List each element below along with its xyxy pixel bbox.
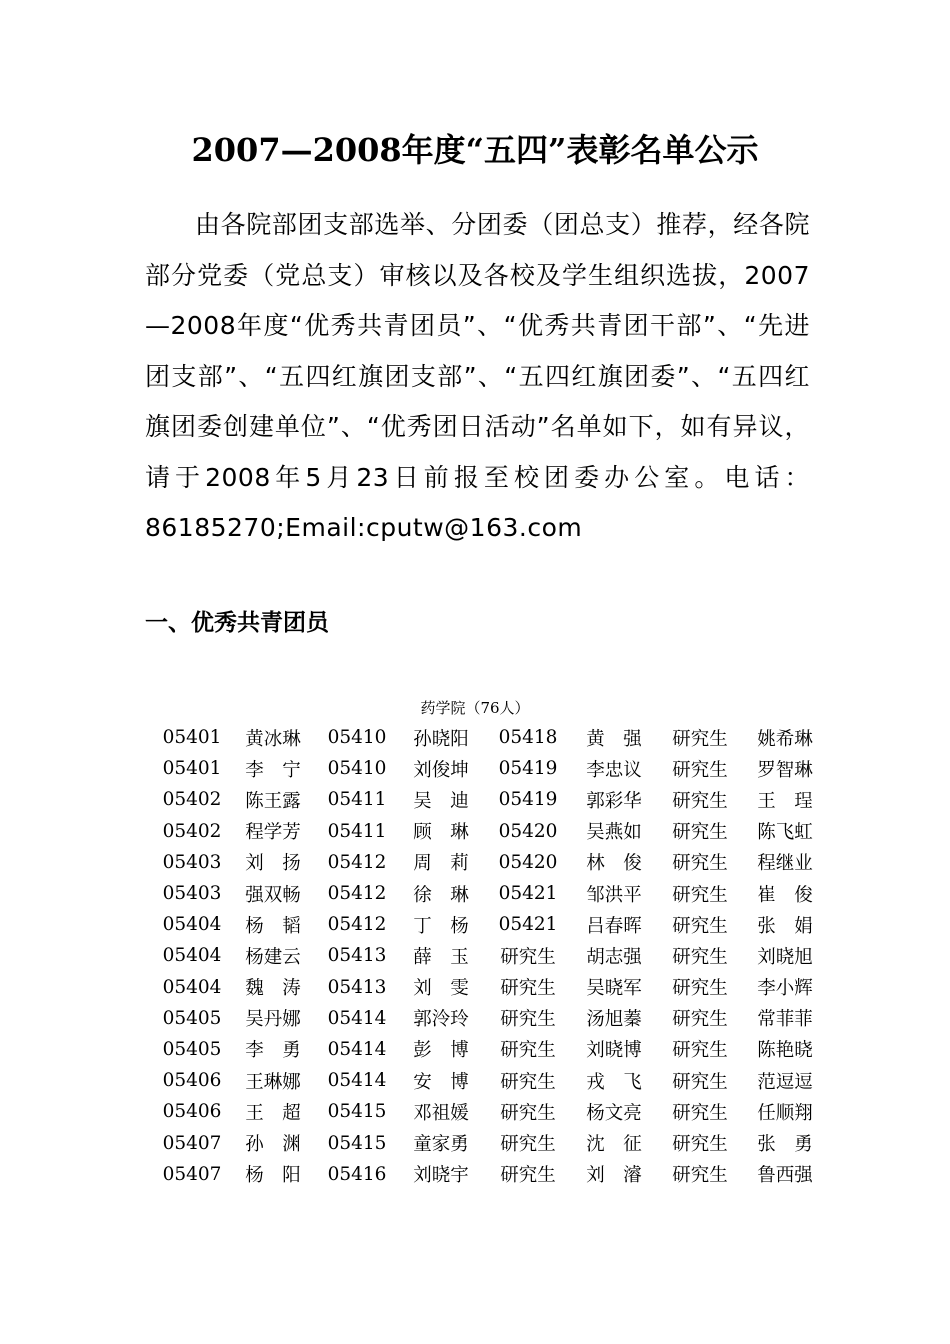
intro-paragraph: 由各院部团支部选举、分团委（团总支）推荐，经各院部分党委（党总支）审核以及各校及学生组织选拔，2007—2008年度“优秀共青团员”、“优秀共青团干部”、“先进团支部”、“五四红旗团支部”、“五四红旗团委”、“五四红旗团委创建单位”、“优秀团日活动”名单如下，如有异议，请于2008年5月23日前报至校团委办公室。电话：86185270;Email:cputw@163.com <box>145 210 810 542</box>
student-name-cell: 丁 杨 <box>413 915 469 937</box>
student-name-cell: 郭彩华 <box>586 790 642 812</box>
student-name-cell: 王 珵 <box>757 790 813 812</box>
class-code-cell: 05402 <box>162 820 222 842</box>
class-code-cell: 05414 <box>327 1070 387 1092</box>
student-name-cell: 吕春晖 <box>586 915 642 937</box>
student-name-cell: 强双畅 <box>245 884 301 906</box>
class-code-cell: 05412 <box>327 883 387 905</box>
student-name-cell: 沈 征 <box>586 1134 642 1156</box>
student-name-cell: 徐 琳 <box>413 884 469 906</box>
class-code-cell: 研究生 <box>672 946 728 968</box>
class-code-cell: 05418 <box>498 727 558 749</box>
student-name-cell: 罗智琳 <box>757 759 813 781</box>
student-name-cell: 吴 迪 <box>413 790 469 812</box>
student-name-cell: 崔 俊 <box>757 884 813 906</box>
class-code-cell: 研究生 <box>500 946 556 968</box>
student-name-cell: 鲁西强 <box>757 1165 813 1187</box>
class-code-cell: 05404 <box>162 914 222 936</box>
student-name-cell: 孙 渊 <box>245 1134 301 1156</box>
class-code-cell: 研究生 <box>500 978 556 1000</box>
student-name-cell: 彭 博 <box>413 1040 469 1062</box>
table-row <box>155 847 827 878</box>
class-code-cell: 05419 <box>498 758 558 780</box>
class-code-cell: 05413 <box>327 945 387 967</box>
student-name-cell: 郭泠玲 <box>413 1009 469 1031</box>
student-name-cell: 姚希琳 <box>757 728 813 750</box>
class-code-cell: 研究生 <box>672 978 728 1000</box>
student-name-cell: 刘晓博 <box>586 1040 642 1062</box>
student-name-cell: 魏 涛 <box>245 978 301 1000</box>
class-code-cell: 研究生 <box>672 822 728 844</box>
table-row <box>155 784 827 815</box>
student-name-cell: 李 宁 <box>245 759 301 781</box>
class-code-cell: 05404 <box>162 976 222 998</box>
student-name-cell: 杨 韬 <box>245 915 301 937</box>
student-name-cell: 李 勇 <box>245 1040 301 1062</box>
class-code-cell: 05414 <box>327 1007 387 1029</box>
student-name-cell: 邓祖媛 <box>413 1102 469 1124</box>
class-code-cell: 05407 <box>162 1132 222 1154</box>
class-code-cell: 研究生 <box>500 1009 556 1031</box>
class-code-cell: 研究生 <box>672 1009 728 1031</box>
class-code-cell: 研究生 <box>672 884 728 906</box>
student-name-cell: 胡志强 <box>586 946 642 968</box>
table-row <box>155 878 827 909</box>
student-name-cell: 戎 飞 <box>586 1071 642 1093</box>
student-name-cell: 薛 玉 <box>413 946 469 968</box>
student-name-cell: 程学芳 <box>245 822 301 844</box>
student-name-cell: 刘俊坤 <box>413 759 469 781</box>
class-code-cell: 研究生 <box>672 1165 728 1187</box>
class-code-cell: 05402 <box>162 789 222 811</box>
class-code-cell: 05415 <box>327 1132 387 1154</box>
student-name-cell: 陈飞虹 <box>757 822 813 844</box>
student-name-cell: 杨文亮 <box>586 1102 642 1124</box>
student-name-cell: 吴燕如 <box>586 822 642 844</box>
class-code-cell: 研究生 <box>672 1102 728 1124</box>
student-name-cell: 童家勇 <box>413 1134 469 1156</box>
class-code-cell: 05404 <box>162 945 222 967</box>
student-name-cell: 吴丹娜 <box>245 1009 301 1031</box>
student-name-cell: 安 博 <box>413 1071 469 1093</box>
student-name-cell: 李忠议 <box>586 759 642 781</box>
table-row <box>155 1096 827 1127</box>
table-row <box>155 1159 827 1190</box>
student-name-cell: 刘晓宇 <box>413 1165 469 1187</box>
student-name-cell: 陈王露 <box>245 790 301 812</box>
class-code-cell: 研究生 <box>672 915 728 937</box>
class-code-cell: 研究生 <box>500 1165 556 1187</box>
class-code-cell: 05401 <box>162 758 222 780</box>
class-code-cell: 研究生 <box>672 759 728 781</box>
class-code-cell: 研究生 <box>672 1134 728 1156</box>
student-name-cell: 孙晓阳 <box>413 728 469 750</box>
student-name-cell: 刘 扬 <box>245 853 301 875</box>
table-row <box>155 1065 827 1096</box>
class-code-cell: 05403 <box>162 883 222 905</box>
student-name-cell: 刘 濬 <box>586 1165 642 1187</box>
table-row <box>155 1034 827 1065</box>
student-name-cell: 刘晓旭 <box>757 946 813 968</box>
class-code-cell: 05403 <box>162 851 222 873</box>
class-code-cell: 05406 <box>162 1070 222 1092</box>
page-title: 2007—2008年度“五四”表彰名单公示 <box>191 131 759 169</box>
class-code-cell: 05412 <box>327 851 387 873</box>
student-name-cell: 陈艳晓 <box>757 1040 813 1062</box>
class-code-cell: 05413 <box>327 976 387 998</box>
class-code-cell: 05419 <box>498 789 558 811</box>
class-code-cell: 研究生 <box>672 790 728 812</box>
class-code-cell: 研究生 <box>672 1040 728 1062</box>
student-name-cell: 常菲菲 <box>757 1009 813 1031</box>
roster-body <box>155 722 827 1190</box>
class-code-cell: 05405 <box>162 1007 222 1029</box>
class-code-cell: 研究生 <box>672 1071 728 1093</box>
class-code-cell: 研究生 <box>672 728 728 750</box>
class-code-cell: 05410 <box>327 727 387 749</box>
student-name-cell: 杨 阳 <box>245 1165 301 1187</box>
honor-roster-table <box>155 722 827 1190</box>
table-caption: 药学院（76人） <box>420 699 530 717</box>
table-row <box>155 1003 827 1034</box>
student-name-cell: 顾 琳 <box>413 822 469 844</box>
class-code-cell: 05420 <box>498 851 558 873</box>
class-code-cell: 05421 <box>498 883 558 905</box>
class-code-cell: 05410 <box>327 758 387 780</box>
table-row <box>155 753 827 784</box>
student-name-cell: 林 俊 <box>586 853 642 875</box>
section-heading: 一、优秀共青团员 <box>145 610 329 636</box>
class-code-cell: 研究生 <box>500 1134 556 1156</box>
class-code-cell: 05412 <box>327 914 387 936</box>
student-name-cell: 范逗逗 <box>757 1071 813 1093</box>
table-row <box>155 816 827 847</box>
class-code-cell: 05414 <box>327 1038 387 1060</box>
class-code-cell: 研究生 <box>500 1040 556 1062</box>
student-name-cell: 黄冰琳 <box>245 728 301 750</box>
class-code-cell: 05420 <box>498 820 558 842</box>
table-row <box>155 722 827 753</box>
student-name-cell: 周 莉 <box>413 853 469 875</box>
table-row <box>155 1127 827 1158</box>
class-code-cell: 05415 <box>327 1101 387 1123</box>
class-code-cell: 研究生 <box>500 1102 556 1124</box>
student-name-cell: 吴晓军 <box>586 978 642 1000</box>
class-code-cell: 研究生 <box>500 1071 556 1093</box>
student-name-cell: 汤旭蓁 <box>586 1009 642 1031</box>
class-code-cell: 05406 <box>162 1101 222 1123</box>
student-name-cell: 张 娟 <box>757 915 813 937</box>
student-name-cell: 李小辉 <box>757 978 813 1000</box>
table-row <box>155 972 827 1003</box>
class-code-cell: 05407 <box>162 1163 222 1185</box>
class-code-cell: 05416 <box>327 1163 387 1185</box>
student-name-cell: 杨建云 <box>245 946 301 968</box>
table-row <box>155 909 827 940</box>
class-code-cell: 05405 <box>162 1038 222 1060</box>
table-row <box>155 940 827 971</box>
class-code-cell: 05411 <box>327 820 387 842</box>
student-name-cell: 任顺翔 <box>757 1102 813 1124</box>
student-name-cell: 黄 强 <box>586 728 642 750</box>
student-name-cell: 刘 雯 <box>413 978 469 1000</box>
student-name-cell: 张 勇 <box>757 1134 813 1156</box>
class-code-cell: 研究生 <box>672 853 728 875</box>
student-name-cell: 王琳娜 <box>245 1071 301 1093</box>
class-code-cell: 05401 <box>162 727 222 749</box>
class-code-cell: 05411 <box>327 789 387 811</box>
student-name-cell: 王 超 <box>245 1102 301 1124</box>
student-name-cell: 邹洪平 <box>586 884 642 906</box>
class-code-cell: 05421 <box>498 914 558 936</box>
student-name-cell: 程继业 <box>757 853 813 875</box>
